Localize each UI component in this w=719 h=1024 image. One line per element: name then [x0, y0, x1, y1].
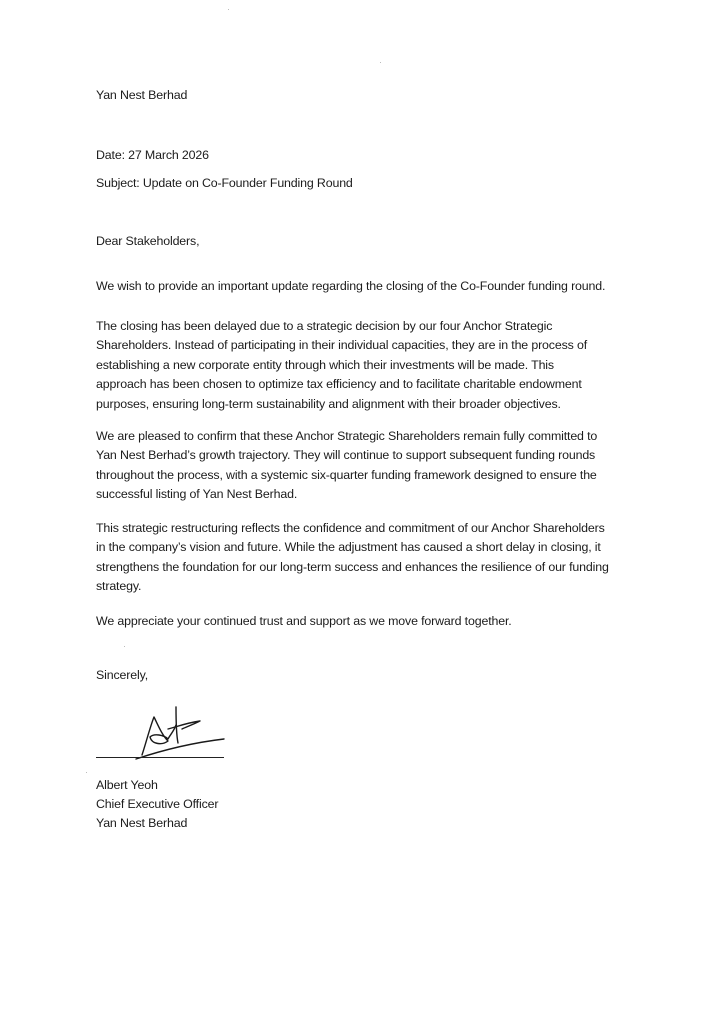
signature-icon: [130, 705, 230, 763]
signatory-title: Chief Executive Officer: [96, 797, 219, 811]
paragraph-line: establishing a new corporate entity through which their investments will be made. This: [96, 357, 554, 372]
signatory-name: Albert Yeoh: [96, 778, 158, 792]
paragraph-line: in the company’s vision and future. While the adjustment has caused a short delay in closing, it: [96, 540, 601, 555]
paragraph-line: throughout the process, with a systemic six-quarter funding framework designed to ensure the: [96, 467, 597, 482]
paragraph-3: [96, 427, 636, 505]
salutation: Dear Stakeholders,: [96, 234, 200, 248]
signature-line: [96, 757, 224, 758]
scan-speck: [86, 772, 87, 773]
paragraph-2: [96, 317, 636, 414]
paragraph-line: Yan Nest Berhad’s growth trajectory. They will continue to support subsequent funding rounds: [96, 448, 596, 463]
paragraph-line: strategy.: [96, 579, 142, 594]
paragraph-line: purposes, ensuring long-term sustainability and alignment with their broader objectives.: [96, 396, 561, 411]
scan-speck: [380, 62, 381, 63]
signatory-company: Yan Nest Berhad: [96, 816, 188, 830]
paragraph-line: We are pleased to confirm that these Anchor Strategic Shareholders remain fully committed to: [96, 429, 598, 443]
paragraph-line: This strategic restructuring reflects the confidence and commitment of our Anchor Shareholders: [96, 521, 605, 535]
paragraph-line: successful listing of Yan Nest Berhad.: [96, 487, 298, 502]
paragraph-line: Shareholders. Instead of participating in their individual capacities, they are in the process of: [96, 338, 588, 353]
company-header: Yan Nest Berhad: [96, 88, 188, 102]
paragraph-4: [96, 519, 636, 597]
scan-speck: [228, 9, 229, 10]
closing: Sincerely,: [96, 668, 148, 682]
paragraph-line: approach has been chosen to optimize tax efficiency and to facilitate charitable endowment: [96, 377, 582, 392]
scan-speck: [124, 646, 125, 647]
paragraph-line: The closing has been delayed due to a strategic decision by our four Anchor Strategic: [96, 319, 553, 333]
paragraph-line: We wish to provide an important update regarding the closing of the Co-Founder funding round.: [96, 279, 606, 293]
paragraph-1: [96, 277, 636, 296]
paragraph-5: [96, 612, 636, 631]
paragraph-line: strengthens the foundation for our long-term success and enhances the resilience of our funding: [96, 559, 609, 574]
letter-date: Date: 27 March 2026: [96, 148, 209, 162]
paragraph-line: We appreciate your continued trust and support as we move forward together.: [96, 614, 512, 628]
letter-subject: Subject: Update on Co-Founder Funding Round: [96, 176, 353, 190]
